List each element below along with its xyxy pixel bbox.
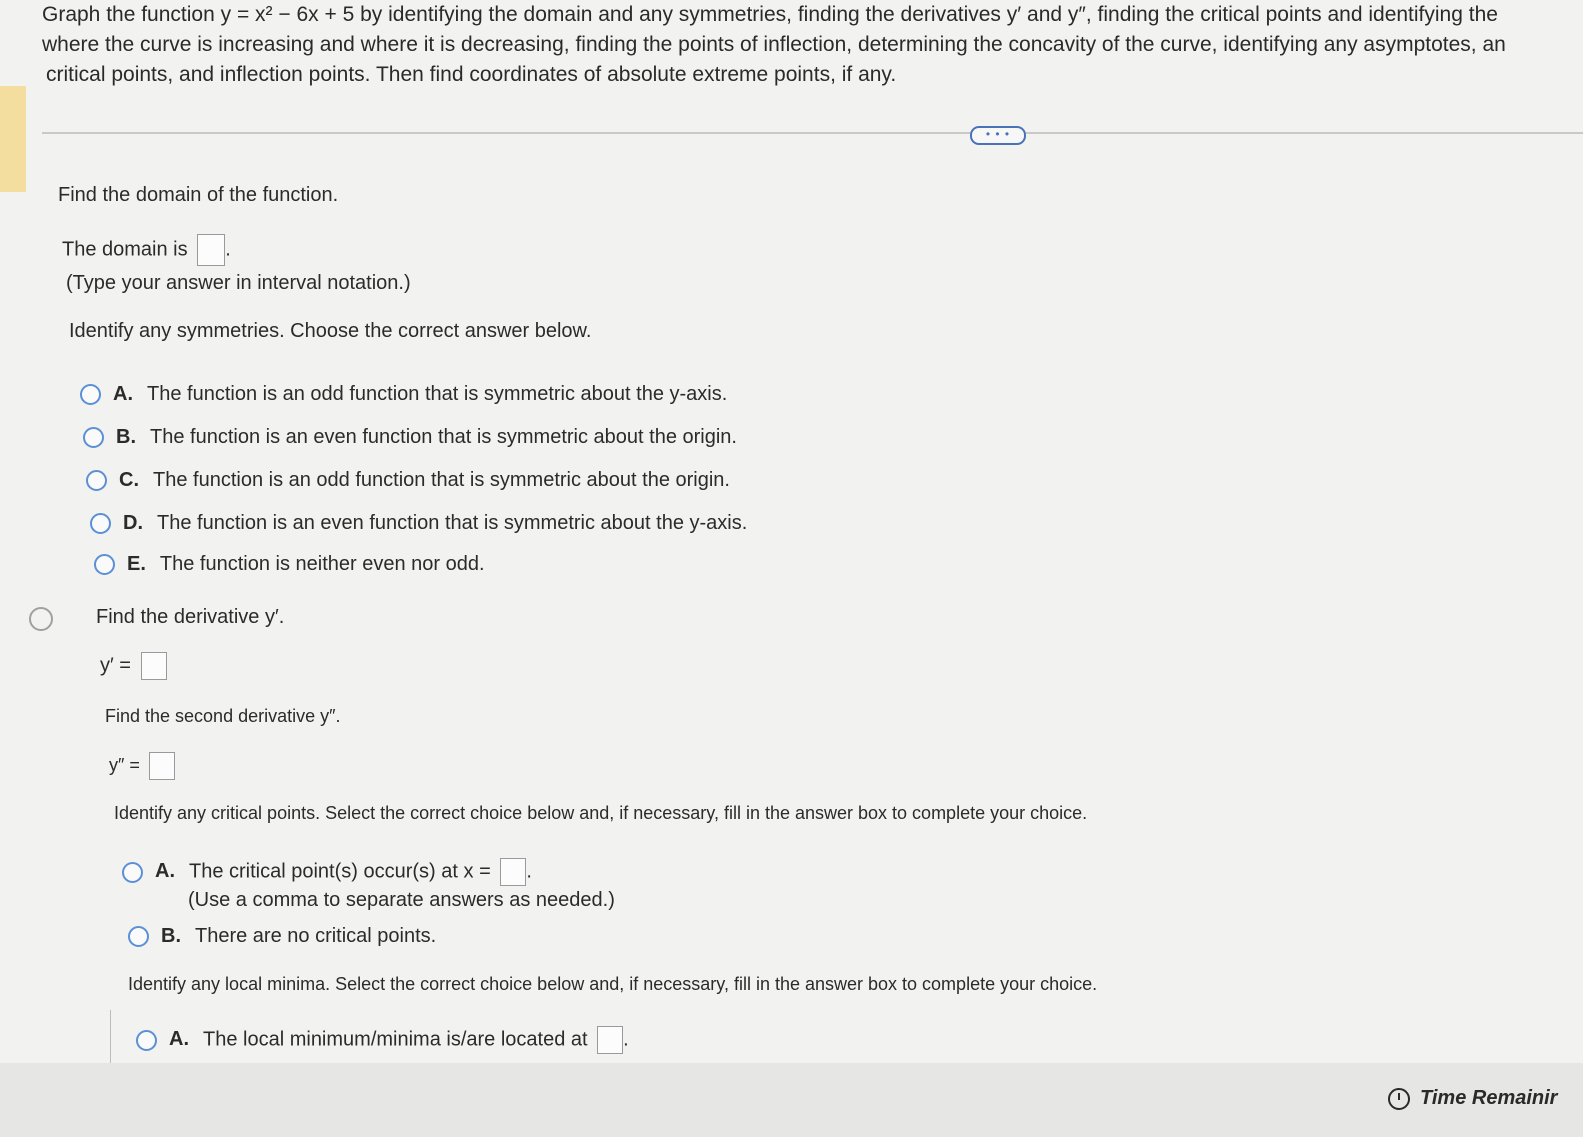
domain-answer-row: [62, 234, 231, 266]
question-line-2: where the curve is increasing and where it is decreasing, finding the points of inflection, determining the concavity of the curve, identifying any asymptotes, an: [42, 33, 1506, 56]
domain-input[interactable]: [197, 234, 225, 266]
derivative-prompt: Find the derivative y′.: [96, 606, 285, 628]
option-suffix: .: [526, 860, 532, 883]
symmetry-option-d[interactable]: [90, 512, 747, 535]
radio-button[interactable]: [136, 1030, 157, 1051]
symmetry-option-c[interactable]: [86, 469, 730, 492]
local-min-input[interactable]: [597, 1026, 623, 1054]
option-letter: E.: [127, 553, 146, 575]
footer-bar: [0, 1063, 1583, 1137]
option-letter: B.: [161, 925, 181, 947]
question-indicator: [0, 86, 26, 192]
more-button[interactable]: • • •: [970, 126, 1026, 145]
local-min-prompt: Identify any local minima. Select the correct choice below and, if necessary, fill in the answer box to complete your choice.: [128, 974, 1098, 994]
radio-button[interactable]: [83, 427, 104, 448]
second-derivative-label: y″ =: [109, 754, 140, 775]
radio-button[interactable]: [128, 926, 149, 947]
option-text: The function is an even function that is symmetric about the origin.: [150, 426, 737, 448]
radio-button[interactable]: [122, 862, 143, 883]
option-letter: A.: [169, 1028, 189, 1051]
question-line-1: Graph the function y = x² − 6x + 5 by identifying the domain and any symmetries, finding the derivatives y′ and y″, finding the critical points and identifying the: [42, 3, 1498, 26]
option-text: The critical point(s) occur(s) at x =: [189, 860, 491, 883]
second-derivative-answer-row: [109, 752, 175, 780]
critical-prompt: Identify any critical points. Select the correct choice below and, if necessary, fill in the answer box to complete your choice.: [114, 803, 1088, 823]
critical-hint: (Use a comma to separate answers as needed.): [188, 889, 615, 911]
question-statement: [42, 0, 1506, 90]
critical-option-b[interactable]: [128, 925, 436, 948]
option-text: The function is neither even nor odd.: [159, 553, 485, 575]
question-status-icon: [29, 607, 53, 631]
domain-hint: (Type your answer in interval notation.): [66, 272, 411, 294]
clock-icon: [1388, 1088, 1410, 1110]
critical-x-input[interactable]: [500, 858, 526, 886]
symmetry-option-a[interactable]: [80, 383, 727, 406]
domain-answer-suffix: .: [225, 238, 231, 261]
radio-button[interactable]: [94, 554, 115, 575]
radio-button[interactable]: [86, 470, 107, 491]
radio-button[interactable]: [90, 513, 111, 534]
option-suffix: .: [623, 1028, 629, 1051]
critical-option-a[interactable]: [122, 858, 532, 886]
time-remaining-label: Time Remainir: [1420, 1087, 1558, 1109]
time-remaining[interactable]: [1388, 1087, 1557, 1110]
symmetry-option-b[interactable]: [83, 426, 737, 449]
local-min-option-a[interactable]: [136, 1026, 629, 1054]
domain-prompt: Find the domain of the function.: [58, 184, 339, 206]
symmetry-option-e[interactable]: [94, 553, 485, 576]
derivative-answer-row: [100, 652, 167, 680]
second-derivative-input[interactable]: [149, 752, 175, 780]
question-line-3: critical points, and inflection points. Then find coordinates of absolute extreme points, if any.: [46, 63, 897, 86]
option-letter: C.: [119, 469, 139, 491]
divider: [110, 1010, 111, 1063]
option-letter: A.: [155, 860, 175, 883]
option-text: The function is an odd function that is symmetric about the y-axis.: [147, 383, 728, 405]
second-derivative-prompt: Find the second derivative y″.: [105, 706, 341, 726]
radio-button[interactable]: [80, 384, 101, 405]
option-letter: A.: [113, 383, 133, 405]
option-text: The local minimum/minima is/are located at: [203, 1028, 588, 1051]
divider: [42, 132, 1583, 134]
option-text: There are no critical points.: [195, 925, 437, 947]
option-letter: B.: [116, 426, 136, 448]
derivative-input[interactable]: [141, 652, 167, 680]
option-text: The function is an odd function that is symmetric about the origin.: [153, 469, 730, 491]
option-letter: D.: [123, 512, 143, 534]
derivative-label: y′ =: [100, 654, 131, 677]
symmetry-prompt: Identify any symmetries. Choose the correct answer below.: [69, 320, 592, 342]
option-text: The function is an even function that is symmetric about the y-axis.: [157, 512, 748, 534]
domain-answer-label: The domain is: [62, 238, 188, 261]
